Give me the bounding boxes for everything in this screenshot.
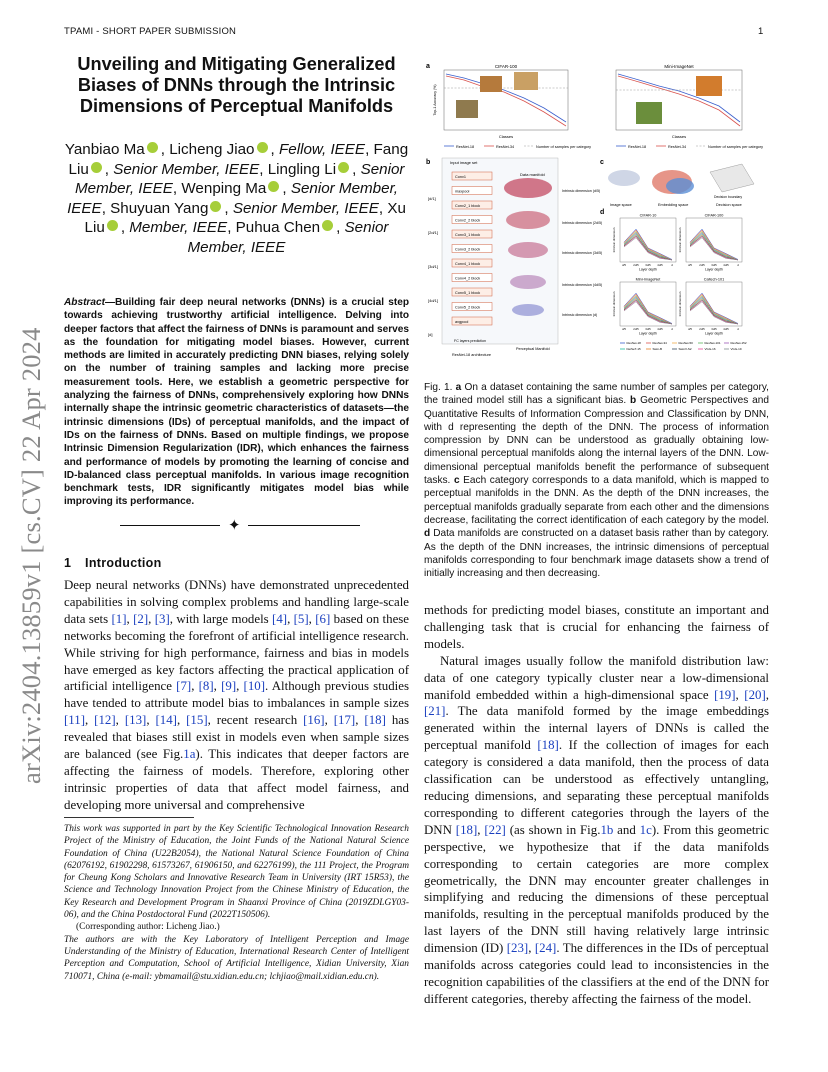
citation-link[interactable]: 1b [600, 822, 614, 837]
abstract-separator [120, 516, 360, 534]
caption-a-text: On a dataset containing the same number of samples per category, the trained model still has a significant bias. [424, 382, 769, 407]
paper-title: Unveiling and Mitigating Generalized Biases of DNNs through the Intrinsic Dimensions of Perceptual Manifolds [77, 54, 396, 116]
panel-d-ylabel: Intrinsic dimension [678, 227, 682, 253]
legend-a-2: ResNet-34 [496, 145, 515, 149]
orcid-icon[interactable] [338, 162, 349, 173]
caption-d-label: d [424, 528, 431, 540]
author-list: Yanbiao Ma , Licheng Jiao , Fellow, IEEE, Fang Liu , Senior Member, IEEE, Lingling Li , Senior Member, IEEE, Wenping Ma , Senior Member, IEEE, Shuyuan Yang , Senior Member, IEEE, Xu Liu , Member, IEEE, Puhua Chen , Senior Member, IEEE [64, 141, 409, 256]
legend-d-entry: ResNet-50 [678, 341, 693, 345]
panel-d-xtick: d [671, 263, 673, 267]
section-number: 1 [64, 556, 72, 570]
abstract-text: —Building fair deep neural networks (DNNs) is a crucial step towards achieving trustworthy artificial intelligence. Delving into deeper factors that affect the fairness of DNNs is paramount and serves as the foundation for mitigating model biases. However, current methods are limited in accurately predicting DNN biases, relying solely on the number of training samples and lacking more precise measurement tools. Here, we establish a geometric perspective for analyzing the fairness of DNNs, comprehensively exploring how DNNs internally shape the intrinsic geometric characteristics of datasets—the intrinsic dimensions (IDs) of perceptual manifolds, and the impact of IDs on the fairness of DNNs. Based on multiple findings, we propose Intrinsic Dimension Regularization (IDR), which enhances the fairness and performance of models by promoting the learning of concise and ID-balanced class perceptual manifolds. In various image recognition benchmark tests, IDR significantly mitigates model bias while improving its performance. [64, 297, 409, 508]
dim-label: [3d/1] [428, 264, 439, 269]
arch-block-label: Conv4_1 block [455, 261, 481, 266]
panel-d-xtick: 4d/5 [657, 327, 663, 331]
citation-link[interactable]: [5] [293, 611, 309, 626]
footnote-affiliation: The authors are with the Key Laboratory of Intelligent Perception and Image Understanding of the Ministry of Education, International Research Center of Intelligent Perception and Computation, School of Artificial Intelligence, Xidian University, Xian 710071, China (e-mail: ybmamail@stu.xidian.edu.cn; lchjiao@mail.xidian.edu.cn). [64, 934, 409, 982]
author-name: Xu Liu [84, 199, 406, 237]
panel-d-xlabel: Layer depth [705, 267, 723, 272]
legend-d-entry: VGG-16 [704, 347, 716, 351]
caption-a-label: a [455, 382, 462, 393]
citation-link[interactable]: [20] [744, 687, 766, 702]
legend-d-entry: ResNet-101 [704, 341, 721, 345]
citation-link[interactable]: [7] [176, 679, 192, 694]
arch-block-label: maxpool [455, 189, 470, 194]
panel-d-title: Mini-ImageNet [635, 277, 661, 282]
panel-d-xtick: d/5 [622, 263, 626, 267]
caption-c-text: Each category corresponds to a data manifold, which is mapped to perceptual manifolds in the DNN. As the depth of the DNN increases, the perceptual manifolds gradually separate from each other and the dimensions decrease, facilitating the correct identification of each category by the model. [424, 475, 769, 526]
caption-label: Fig. 1. [424, 382, 453, 393]
panel-label-a: a [426, 63, 430, 70]
dim-label: [2d/1] [428, 230, 439, 235]
panel-d-xtick: d/5 [622, 327, 626, 331]
legend-a-4: ResNet-18 [628, 145, 647, 149]
panel-d-ylabel: Intrinsic dimension [612, 227, 616, 253]
citation-link[interactable]: [22] [484, 822, 506, 837]
footnote-funding: This work was supported in part by the Key Scientific Technological Innovation Research Project of the Ministry of Education, the Joint Funds of the National Natural Science Foundation of China (U22B2054), the National Natural Science Foundation of China (62076192, 61902298, 61573267, 61906150, and 62276199), the 111 Project, the Program for Cheung Kong Scholars and Innovative Research Team in University (IRT 15R53), the Science and Technology Innovation Project from the Chinese Ministry of Education, the Key Research and Development Program in Shaanxi Province of China (2019ZDLGY03-06), and the China Postdoctoral Fund (2022T150506). [64, 824, 409, 921]
legend-d-entry: Swin-B [652, 347, 663, 351]
panel-d-ylabel: Intrinsic dimension [678, 291, 682, 317]
arch-input-label: Input image set [450, 160, 478, 165]
panel-label-d: d [600, 209, 605, 216]
page-number: 1 [758, 26, 764, 37]
citation-link[interactable]: [9] [221, 679, 237, 694]
legend-a-6: Number of samples per category [708, 145, 764, 149]
arch-block-label: Conv3_1 block [455, 232, 481, 237]
panel-a-title-2: Mini-ImageNet [664, 64, 694, 69]
panel-d-series-line [690, 229, 738, 259]
arch-block-label: avgpool [455, 319, 469, 324]
id-label-4: Intrinsic dimension (4d/5) [562, 283, 603, 287]
id-label-5: Intrinsic dimension (d) [562, 313, 598, 317]
citation-link[interactable]: [11] [64, 713, 85, 728]
panel-a-left-chart [433, 64, 568, 139]
panel-a-title-1: CIFAR-100 [494, 64, 518, 69]
panel-d-xtick: 3d/5 [711, 263, 717, 267]
arch-block-label: Conv1 [455, 174, 466, 179]
citation-link[interactable]: [14] [155, 713, 177, 728]
panel-d-xtick: d [737, 263, 739, 267]
author-name: Shuyuan Yang [110, 199, 209, 217]
dim-label: [4d/1] [428, 298, 439, 303]
panel-a-xlabel-1: Classes [498, 134, 514, 139]
citation-link[interactable]: [21] [424, 704, 446, 719]
citation-link[interactable]: [24] [534, 941, 557, 956]
dim-label: [d] [428, 332, 433, 337]
orcid-icon[interactable] [322, 220, 333, 231]
author-role: Senior Member, IEEE [74, 160, 405, 198]
legend-d-entry: VGG-19 [730, 347, 742, 351]
abstract-label: Abstract [64, 297, 105, 308]
panel-d-xtick: 4d/5 [723, 263, 729, 267]
author-role: Senior Member, IEEE [187, 219, 389, 256]
author-name: Lingling Li [267, 160, 337, 178]
panel-d-xtick: 3d/5 [711, 327, 717, 331]
panel-d-series-line [690, 293, 738, 323]
caption-b-label: b [630, 395, 637, 407]
citation-link[interactable]: [19] [714, 687, 736, 702]
legend-d-entry: DeiSeT-15 [626, 347, 641, 351]
section-title: Introduction [85, 556, 162, 570]
dim-label: [d/1] [428, 196, 436, 201]
arch-block-label: Conv4_2 block [455, 276, 481, 281]
citation-link[interactable]: [13] [124, 713, 147, 728]
citation-link[interactable]: [18] [364, 713, 386, 728]
citation-link[interactable]: [10] [243, 679, 266, 694]
caption-b-text: Geometric Perspectives and Quantitative Results of Information Compression and Classification by DNN, with d representing the depth of the DNN. The process of information compression by DNN can be understood as gradually obtaining low-dimensional perceptual manifolds along the internal layers of the DNN. Low-dimensional perceptual manifolds benefit the performance of subsequent tasks. [424, 395, 769, 487]
figure-1 [424, 60, 769, 372]
panel-d-xtick: 3d/5 [645, 327, 651, 331]
orcid-icon[interactable] [210, 201, 221, 212]
citation-link[interactable]: [15] [186, 713, 208, 728]
orcid-icon[interactable] [91, 162, 102, 173]
decision-boundary-label: Decision boundary [714, 195, 743, 199]
citation-link[interactable]: [12] [94, 713, 116, 728]
author-name: Wenping Ma [181, 180, 267, 198]
panel-d-legend [620, 341, 747, 351]
section-heading [64, 556, 162, 570]
arch-block-label: Conv5_2 block [455, 305, 481, 310]
author-name: Fang Liu [68, 141, 409, 178]
panel-d-xtick: 2d/5 [633, 263, 639, 267]
legend-a-3: Number of samples per category [536, 145, 592, 149]
panel-d-xlabel: Layer depth [705, 331, 723, 336]
panel-label-c: c [600, 159, 604, 166]
intro-right-paragraph-1: methods for predicting model biases, constitute an important and challenging task that is crucial for enhancing the fairness of models. [424, 603, 769, 651]
panel-d-xtick: 4d/5 [723, 327, 729, 331]
citation-link[interactable]: [1] [111, 611, 127, 626]
author-role: Fellow, IEEE [278, 141, 366, 158]
footnote-corresponding: (Corresponding author: Licheng Jiao.) [76, 922, 220, 933]
citation-link[interactable]: 1c [639, 822, 652, 837]
panel-d-xtick: d/5 [688, 263, 692, 267]
running-header: TPAMI - SHORT PAPER SUBMISSION [64, 26, 237, 37]
author-name: Puhua Chen [235, 219, 321, 237]
footnotes [64, 823, 409, 983]
legend-d-entry: SwinV-S2 [678, 347, 692, 351]
embedding-space-label: Embedding space [658, 203, 689, 207]
panel-c-illustration [608, 164, 754, 207]
author-name: Licheng Jiao [169, 141, 255, 158]
citation-link[interactable]: 1a [183, 747, 196, 762]
orcid-icon[interactable] [107, 220, 118, 231]
caption-c-label: c [453, 475, 460, 487]
image-space-label: Image space [610, 203, 632, 207]
panel-d-charts [612, 214, 742, 336]
panel-d-xtick: 4d/5 [657, 263, 663, 267]
panel-d-title: CIFAR-10 [639, 213, 657, 218]
citation-link[interactable]: [3] [154, 611, 170, 626]
footnote-rule [64, 817, 194, 818]
abstract [64, 296, 409, 509]
citation-link[interactable]: [4] [272, 611, 288, 626]
panel-a-xlabel-2: Classes [671, 134, 687, 139]
separator-glyph: ✦ [228, 516, 241, 534]
legend-d-entry: ResNet-152 [730, 341, 747, 345]
id-label-1: Intrinsic dimension (d/5) [562, 189, 601, 193]
panel-label-b: b [426, 159, 431, 166]
fc-label: FC layers prediction [454, 339, 486, 343]
arch-block-label: Conv3_2 block [455, 247, 481, 252]
arch-block-label: Conv5_1 block [455, 290, 481, 295]
panel-d-series-line [624, 229, 672, 259]
arch-name-label: ResNet-18 architecture [452, 353, 492, 357]
orcid-icon[interactable] [147, 142, 158, 153]
citation-link[interactable]: [6] [315, 611, 331, 626]
arxiv-stamp: arXiv:2404.13859v1 [cs.CV] 22 Apr 2024 [16, 327, 46, 784]
legend-d-entry: ResNet-34 [652, 341, 667, 345]
panel-d-series-line [624, 293, 672, 323]
legend-a-1: ResNet-18 [456, 145, 475, 149]
citation-link[interactable]: [17] [333, 713, 356, 728]
citation-link[interactable]: [2] [133, 611, 149, 626]
panel-d-xlabel: Layer depth [639, 331, 657, 336]
intro-right-paragraph-2: Natural images usually follow the manifold distribution law: data of one category typically cluster near a low-dimensional manifold embedded within a high-dimensional space [19], [20], [21]. The data manifold formed by the image embeddings generated within the internal layers of DNNs is called the perceptual manifold [18]. If the collection of images for each category is considered a data manifold, then the process of data classification can be understood as effectively untangling, reducing dimensions, and separating these perceptual manifolds corresponding to different categories through the layers of the DNN [18], [22] (as shown in Fig.1b and 1c). From this geometric perspective, we hypothesize that if the data manifolds corresponding to certain categories are more complex geometrically, the DNN may encounter greater challenges in simplifying and reducing the dimensions of these perceptual manifolds, resulting in the perceptual manifolds produced by the last layers of the DNN still having relatively large intrinsic dimension (ID) [23], [24]. The differences in the IDs of perceptual manifolds across categories could lead to inconsistencies in the recognition capabilities of the classifiers at the end of the DNN for different categories, thereby affecting the fairness of the model. [424, 653, 770, 1006]
panel-a-right-chart [616, 64, 742, 139]
orcid-icon[interactable] [268, 181, 279, 192]
author-role: Senior Member, IEEE [232, 199, 379, 217]
decision-space-label: Decision space [716, 203, 742, 207]
panel-d-title: CIFAR-100 [704, 213, 724, 218]
citation-link[interactable]: [8] [198, 679, 214, 694]
intro-right-column [424, 602, 769, 1008]
panel-a-legend [444, 145, 763, 149]
panel-d-title: Caltech-101 [703, 277, 725, 282]
panel-d-xlabel: Layer depth [639, 267, 657, 272]
panel-d-xtick: 2d/5 [699, 327, 705, 331]
figure-caption [424, 381, 769, 580]
panel-d-xtick: d [671, 327, 673, 331]
arch-block-label: Conv2_2 block [455, 218, 481, 223]
panel-d-xtick: 2d/5 [633, 327, 639, 331]
citation-link[interactable]: [18] [537, 738, 559, 753]
author-role: Senior Member, IEEE [113, 160, 260, 178]
intro-left-paragraph: Deep neural networks (DNNs) have demonstrated unprecedented capabilities in solving complex problems and handling large-scale data sets [1], [2], [3], with large models [4], [5], [6] based on these networks becoming the forefront of artificial intelligence research. While striving for high performance, fairness and bias in models have emerged as key factors affecting the practical application of artificial intelligence [7], [8], [9], [10]. Although previous studies have tended to attribute model bias to imbalances in sample sizes [11], [12], [13], [14], [15], recent research [16], [17], [18] has revealed that biases still exist in models even when sample sizes are balanced (see Fig.1a). This indicates that deeper factors are affecting the fairness of models. Therefore, exploring other intrinsic properties of data that affect model fairness, and developing more universal and comprehensive [64, 578, 410, 812]
id-label-3: Intrinsic dimension (3d/5) [562, 251, 603, 255]
panel-d-xtick: 2d/5 [699, 263, 705, 267]
author-role: Senior Member, IEEE [67, 180, 399, 217]
panel-a-ylabel-1: Top-1 Accuracy (%) [433, 84, 437, 116]
id-label-2: Intrinsic dimension (2d/5) [562, 221, 603, 225]
data-manifold-label: Data manifold [520, 172, 545, 177]
caption-d-text: Data manifolds are constructed on a dataset basis rather than by category. As the depth of the DNN increases, the intrinsic dimensions of perceptual manifolds corresponding to four benchmark image datasets show a trend of initially increasing and then decreasing. [424, 528, 769, 580]
legend-a-5: ResNet-34 [668, 145, 687, 149]
panel-d-xtick: d [737, 327, 739, 331]
author-role: Member, IEEE [129, 219, 228, 237]
panel-d-xtick: 3d/5 [645, 263, 651, 267]
legend-d-entry: ResNet-18 [626, 341, 641, 345]
author-name: Yanbiao Ma [64, 141, 145, 158]
orcid-icon[interactable] [257, 142, 268, 153]
perceptual-manifold-label: Perceptual Manifold [516, 347, 550, 351]
citation-link[interactable]: [18] [455, 822, 478, 837]
citation-link[interactable]: [16] [303, 713, 325, 728]
panel-d-xtick: d/5 [688, 327, 692, 331]
panel-d-ylabel: Intrinsic dimension [612, 291, 616, 317]
arch-block-label: Conv2_1 block [455, 203, 481, 208]
citation-link[interactable]: [23] [506, 941, 529, 956]
